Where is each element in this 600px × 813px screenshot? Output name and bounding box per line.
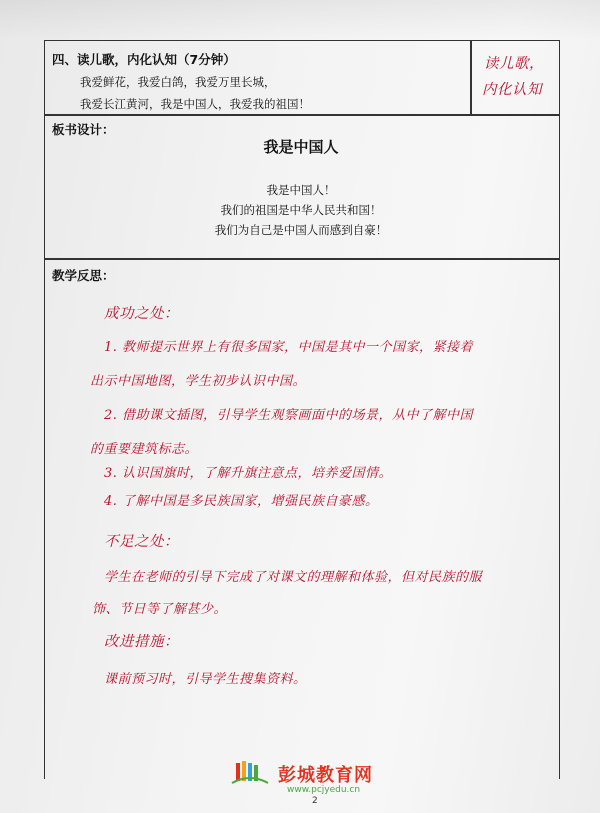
success-item-1b: 出示中国地图，学生初步认识中国。 bbox=[90, 374, 307, 389]
board-line1: 我是中国人！ bbox=[266, 183, 336, 197]
page-shadow bbox=[0, 0, 600, 40]
success-item-2b: 的重要建筑标志。 bbox=[90, 442, 199, 457]
reflection-label: 教学反思： bbox=[52, 268, 115, 283]
margin-note-2: 内化认知 bbox=[482, 82, 542, 98]
section4-line2: 我爱长江黄河，我是中国人，我爱我的祖国！ bbox=[80, 97, 310, 111]
section4-line1: 我爱鲜花，我爱白鸽，我爱万里长城， bbox=[80, 75, 276, 89]
brand-url: www.pcjyedu.cn bbox=[287, 785, 361, 795]
success-item-4: 4. 了解中国是多民族国家，增强民族自豪感。 bbox=[104, 494, 379, 509]
success-title: 成功之处： bbox=[104, 306, 179, 322]
section4-heading: 四、读儿歌，内化认知（7分钟） bbox=[52, 52, 236, 67]
lack-item-1a: 学生在老师的引导下完成了对课文的理解和体验，但对民族的服 bbox=[104, 570, 483, 585]
success-item-1a: 1. 教师提示世界上有很多国家，中国是其中一个国家，紧接着 bbox=[104, 340, 474, 355]
board-line3: 我们为自己是中国人而感到自豪！ bbox=[214, 223, 388, 237]
page-number: 2 bbox=[312, 796, 318, 806]
lack-item-1b: 饰、节日等了解甚少。 bbox=[92, 602, 228, 617]
success-item-2a: 2. 借助课文插图，引导学生观察画面中的场景，从中了解中国 bbox=[104, 408, 474, 423]
board-design-label: 板书设计： bbox=[52, 122, 115, 137]
brand-name: 彭城教育网 bbox=[278, 765, 373, 786]
improve-item-1: 课前预习时，引导学生搜集资料。 bbox=[104, 672, 307, 687]
success-item-3: 3. 认识国旗时，了解升旗注意点，培养爱国情。 bbox=[104, 466, 393, 481]
margin-note-1: 读儿歌， bbox=[484, 56, 544, 72]
improve-title: 改进措施： bbox=[104, 634, 179, 650]
board-line2: 我们的祖国是中华人民共和国！ bbox=[220, 203, 382, 217]
lack-title: 不足之处： bbox=[104, 534, 179, 550]
board-title: 我是中国人 bbox=[263, 138, 339, 156]
